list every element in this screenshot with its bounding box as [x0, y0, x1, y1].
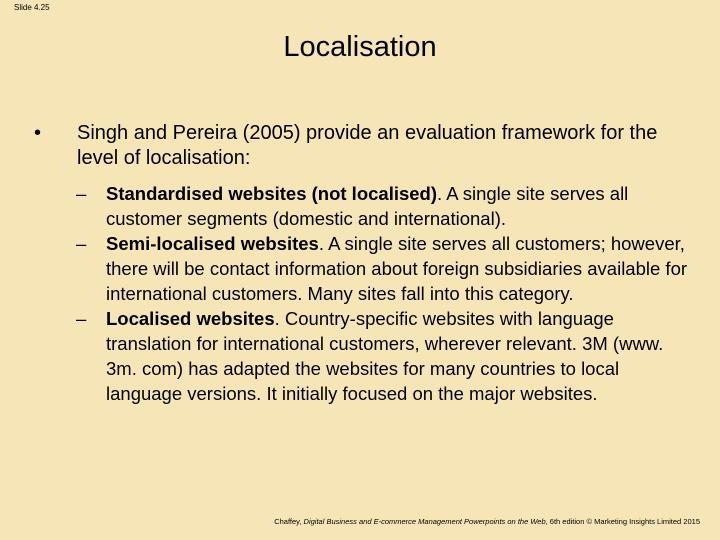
sub-bullet-heading: Localised websites [106, 308, 275, 329]
dash-marker: – [76, 183, 87, 204]
sub-bullet-heading: Standardised websites (not localised) [106, 183, 438, 204]
footer-book-title: Digital Business and E-commerce Management Powerpoints on the Web [303, 517, 546, 526]
footer-citation [0, 517, 700, 526]
bullet-marker: • [34, 122, 42, 144]
sub-bullet-heading: Semi-localised websites [106, 233, 319, 254]
dash-marker: – [76, 233, 87, 254]
sub-bullet-semi-localised [76, 231, 696, 306]
sub-bullet-list [76, 181, 696, 406]
sub-bullet-text: . Country-specific websites with language translation for international customers, wherever relevant. 3M (www. 3m. com) has adapted the websites for many countries to local language versions. It initially focused on the major websites. [106, 308, 664, 404]
sub-bullet-standardised [76, 181, 696, 231]
slide-number: Slide 4.25 [14, 3, 50, 12]
sub-bullet-localised [76, 306, 696, 406]
main-bullet [34, 121, 694, 171]
dash-marker: – [76, 308, 87, 329]
footer-edition: , 6th edition © Marketing Insights Limited 2015 [545, 517, 700, 526]
footer-author: Chaffey, [274, 517, 304, 526]
main-bullet-text: Singh and Pereira (2005) provide an evaluation framework for the level of localisation: [77, 122, 658, 169]
sub-bullet-text: . A single site serves all customers; however, there will be contact information about foreign subsidiaries available for international customers. Many sites fall into this category. [106, 233, 688, 304]
slide-title: Localisation [283, 31, 437, 63]
sub-bullet-text: . A single site serves all customer segments (domestic and international). [106, 183, 629, 229]
